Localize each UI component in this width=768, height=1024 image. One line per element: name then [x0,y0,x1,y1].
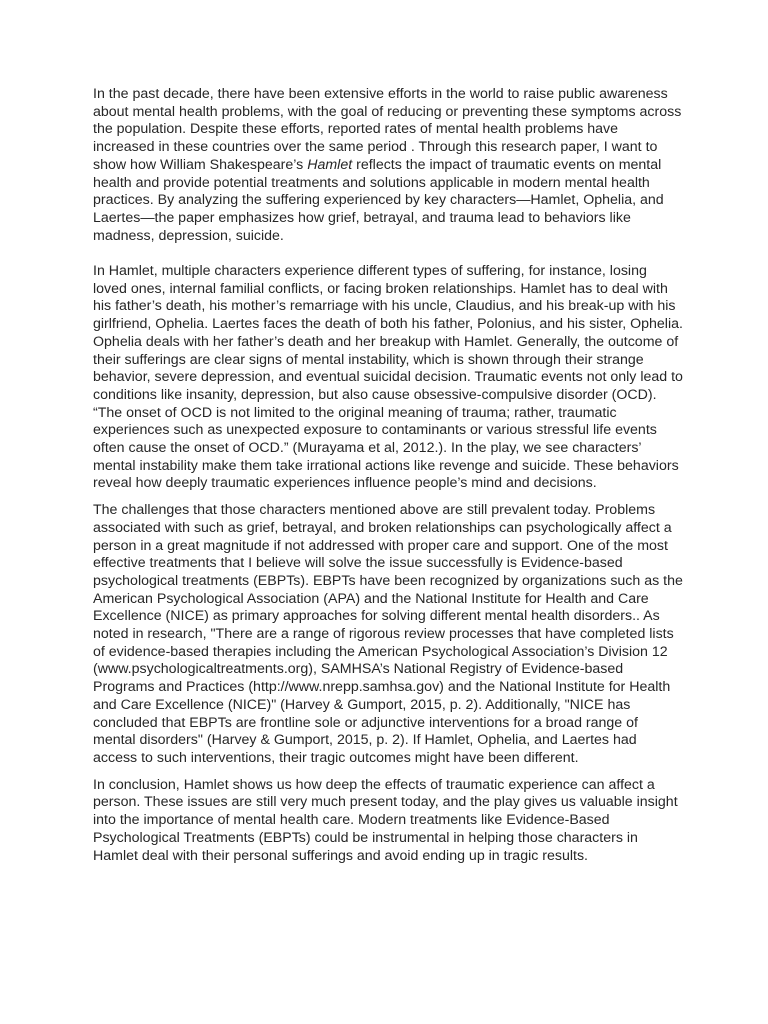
paragraph-introduction [93,86,683,245]
paragraph-suffering: In Hamlet, multiple characters experience different types of suffering, for instance, losing loved ones, internal familial conflicts, or facing broken relationships. Hamlet has to deal with his father’s death, his mother’s remarriage with his uncle, Claudius, and his break-up with his girlfriend, Ophelia. Laertes faces the death of both his father, Polonius, and his sister, Ophelia. Ophelia deals with her father’s death and her breakup with Hamlet. Generally, the outcome of their sufferings are clear signs of mental instability, which is shown through their strange behavior, severe depression, and eventual suicidal decision. Traumatic events not only lead to conditions like insanity, depression, but also cause obsessive-compulsive disorder (OCD). “The onset of OCD is not limited to the original meaning of trauma; rather, traumatic experiences such as unexpected exposure to contaminants or various stressful life events often cause the onset of OCD.” (Murayama et al, 2012.). In the play, we see characters’ mental instability make them take irrational actions like revenge and suicide. These behaviors reveal how deeply traumatic experiences influence people’s mind and decisions. [93,263,683,492]
paragraph-conclusion: In conclusion, Hamlet shows us how deep the effects of traumatic experience can affect a person. These issues are still very much present today, and the play gives us valuable insight into the importance of mental health care. Modern treatments like Evidence-Based Psychological Treatments (EBPTs) could be instrumental in helping those characters in Hamlet deal with their personal sufferings and avoid ending up in tragic results. [93,776,678,864]
paragraph-introduction-text-end: reflects the impact of traumatic events on mental health and provide potential treatments and solutions applicable in modern mental health practices. By analyzing the suffering experienced by key characters—Hamlet, Ophelia, and Laertes—the paper emphasizes how grief, betrayal, and trauma lead to behaviors like madness, depression, suicide. [93,156,664,244]
document-body [93,86,683,865]
hamlet-title-italic: Hamlet [307,156,353,173]
paragraph-treatments: The challenges that those characters mentioned above are still prevalent today. Problems associated with such as grief, betrayal, and broken relationships can psychologically affect a person in a great magnitude if not addressed with proper care and support. One of the most effective treatments that I believe will solve the issue successfully is Evidence-based psychological treatments (EBPTs). EBPTs have been recognized by organizations such as the American Psychological Association (APA) and the National Institute for Health and Care Excellence (NICE) as primary approaches for solving different mental health disorders.. As noted in research, "There are a range of rigorous review processes that have completed lists of evidence-based therapies including the American Psychological Association’s Division 12 (www.psychologicaltreatments.org), SAMHSA’s National Registry of Evidence-based Programs and Practices (http://www.nrepp.samhsa.gov) and the National Institute for Health and Care Excellence (NICE)" (Harvey & Gumport, 2015, p. 2). Additionally, "NICE has concluded that EBPTs are frontline sole or adjunctive interventions for a broad range of mental disorders" (Harvey & Gumport, 2015, p. 2). If Hamlet, Ophelia, and Laertes had access to such interventions, their tragic outcomes might have been different. [93,502,683,766]
paragraph-introduction-text-start: In the past decade, there have been extensive efforts in the world to raise public awareness about mental health problems, with the goal of reducing or preventing these symptoms across the population. Despite these efforts, reported rates of mental health problems have increased in these countries over the same period . Through this research paper, I want to show how William Shakespeare’s [93,86,682,173]
